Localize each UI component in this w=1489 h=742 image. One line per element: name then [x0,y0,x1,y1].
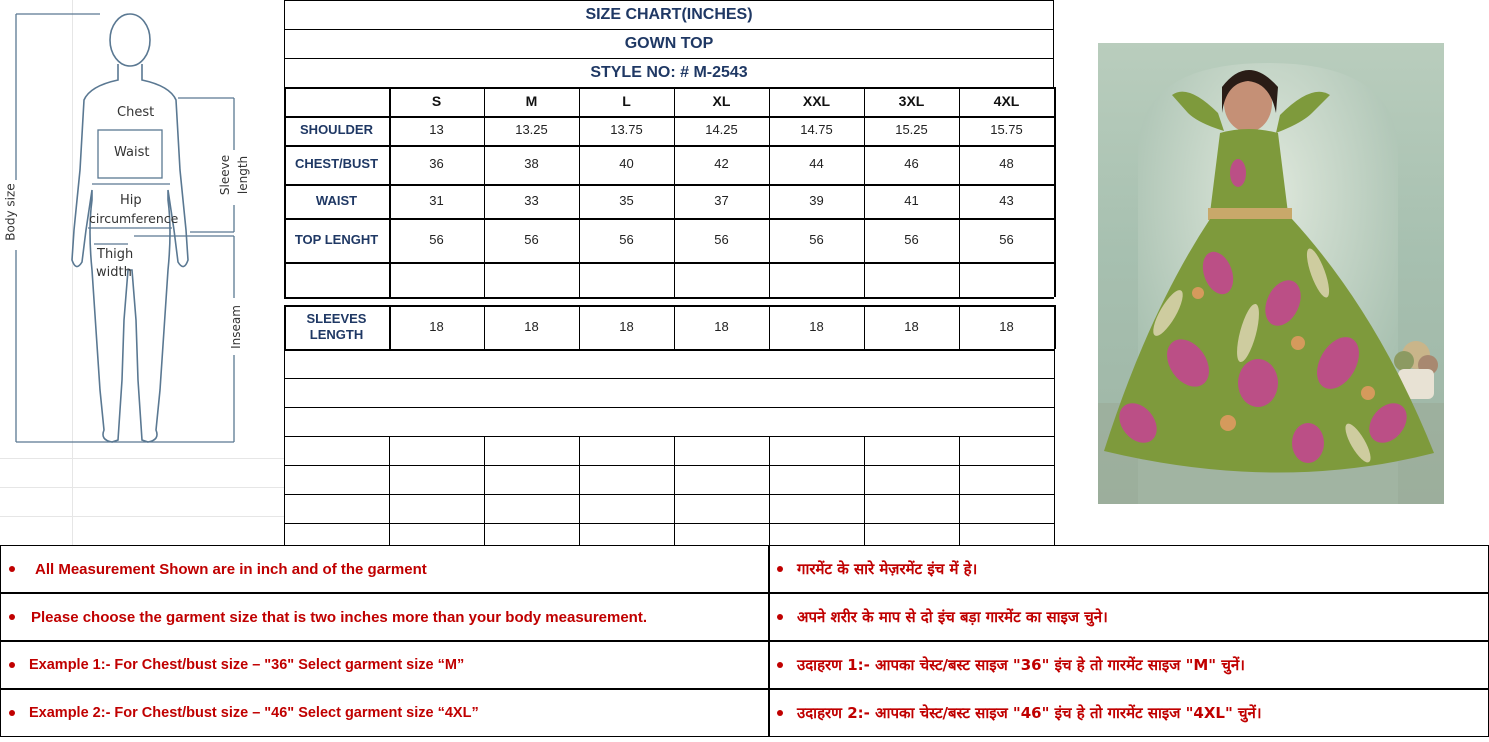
table-rule [284,523,1054,524]
table-cell: 18 [809,318,824,334]
table-cell: 56 [714,231,729,247]
bullet-icon [777,662,783,668]
size-header-4xl: 4XL [993,92,1020,109]
table-cell: 56 [429,231,444,247]
table-rule [284,262,1054,264]
chest-label: Chest [117,105,155,120]
note-en-3: Example 1:- For Chest/bust size – "36" Select garment size “M” [0,641,770,689]
hip-label: Hip [120,193,142,208]
body-size-label: Body size [3,183,18,241]
table-cell: 41 [904,192,919,208]
table-cell: 56 [809,231,824,247]
table-rule [284,349,285,545]
table-rule [579,436,580,545]
table-rule [284,297,1054,299]
note-hi-3: उदाहरण 1:- आपका चेस्ट/बस्ट साइज "36" इंच हे तो गारमेंट साइज "M" चुनें। [768,641,1489,689]
table-cell: 18 [619,318,634,334]
table-cell: 33 [524,192,539,208]
row-label-sleeves [284,305,389,349]
note-hi-1: गारमेंट के सारे मेज़रमेंट इंच में हे। [768,545,1489,593]
table-cell: 14.75 [800,122,833,138]
product-photo [1098,43,1444,504]
bullet-icon [9,662,15,668]
note-hi-4: उदाहरण 2:- आपका चेस्ट/बस्ट साइज "46" इंच हे तो गारमेंट साइज "4XL" चुनें। [768,689,1489,737]
table-cell: 56 [999,231,1014,247]
body-outline-figure [0,0,284,545]
size-chart-title: SIZE CHART(INCHES) [284,0,1054,30]
waist-label: Waist [114,145,150,160]
table-cell: 37 [714,192,729,208]
bullet-icon [777,710,783,716]
table-cell: 48 [999,156,1014,172]
table-cell: 46 [904,156,919,172]
table-cell: 13.75 [610,122,643,138]
table-cell: 42 [714,156,729,172]
row-label: SHOULDER [300,122,373,138]
note-hi-2: अपने शरीर के माप से दो इंच बड़ा गारमेंट का साइज चुने। [768,593,1489,641]
table-rule [284,378,1054,379]
table-rule [674,436,675,545]
table-rule [284,407,1054,408]
table-cell: 36 [429,156,444,172]
table-rule [959,436,960,545]
bullet-icon [777,566,783,572]
table-cell: 35 [619,192,634,208]
size-header-s: S [431,92,442,109]
note-en-1: All Measurement Shown are in inch and of the garment [0,545,770,593]
size-header-xxl: XXL [802,92,831,109]
sleeves-label-line1: SLEEVES [306,310,367,326]
table-cell: 18 [524,318,539,334]
table-rule [284,494,1054,495]
table-cell: 18 [999,318,1014,334]
size-header-xl: XL [712,92,731,109]
body-measurement-diagram [0,0,284,545]
size-header-3xl: 3XL [898,92,925,109]
table-cell: 44 [809,156,824,172]
table-rule [389,436,390,545]
row-label: CHEST/BUST [294,156,379,172]
table-cell: 56 [619,231,634,247]
table-cell: 39 [809,192,824,208]
bullet-icon [9,614,15,620]
table-cell: 15.25 [895,122,928,138]
row-label: TOP LENGHT [294,231,379,247]
inseam-label: Inseam [228,305,243,349]
table-cell: 56 [524,231,539,247]
thigh-width-label: width [96,265,132,280]
table-cell: 18 [429,318,444,334]
table-cell: 18 [904,318,919,334]
table-cell: 13.25 [515,122,548,138]
bullet-icon [9,566,15,572]
size-header-l: L [622,92,631,109]
table-rule [1054,87,1056,297]
note-en-4: Example 2:- For Chest/bust size – "46" Select garment size “4XL” [0,689,770,737]
table-rule [1054,349,1055,545]
table-cell: 38 [524,156,539,172]
table-cell: 15.75 [990,122,1023,138]
sleeves-label-line2: LENGTH [309,327,364,342]
thigh-label: Thigh [97,247,134,262]
table-rule [284,349,1054,351]
bullet-icon [9,710,15,716]
table-rule [284,465,1054,466]
size-header-m: M [525,92,538,109]
size-guide-notes [0,545,1489,742]
hip-circumference-label: circumference [89,211,179,226]
table-rule [484,436,485,545]
table-cell: 31 [429,192,444,208]
gown-illustration [1098,43,1444,504]
table-rule [769,436,770,545]
product-type-title: GOWN TOP [284,29,1054,59]
style-number: STYLE NO: # M-2543 [284,58,1054,88]
table-cell: 40 [619,156,634,172]
bullet-icon [777,614,783,620]
table-cell: 18 [714,318,729,334]
table-rule [284,436,1054,437]
table-cell: 14.25 [705,122,738,138]
note-en-2: Please choose the garment size that is two inches more than your body measurement. [0,593,770,641]
table-rule [1054,305,1056,349]
table-rule [864,436,865,545]
sleeve-length-label: length [236,155,251,195]
table-cell: 56 [904,231,919,247]
table-cell: 13 [429,122,444,138]
row-label: WAIST [315,192,358,208]
sleeve-label: Sleeve [218,154,233,196]
table-cell: 43 [999,192,1014,208]
